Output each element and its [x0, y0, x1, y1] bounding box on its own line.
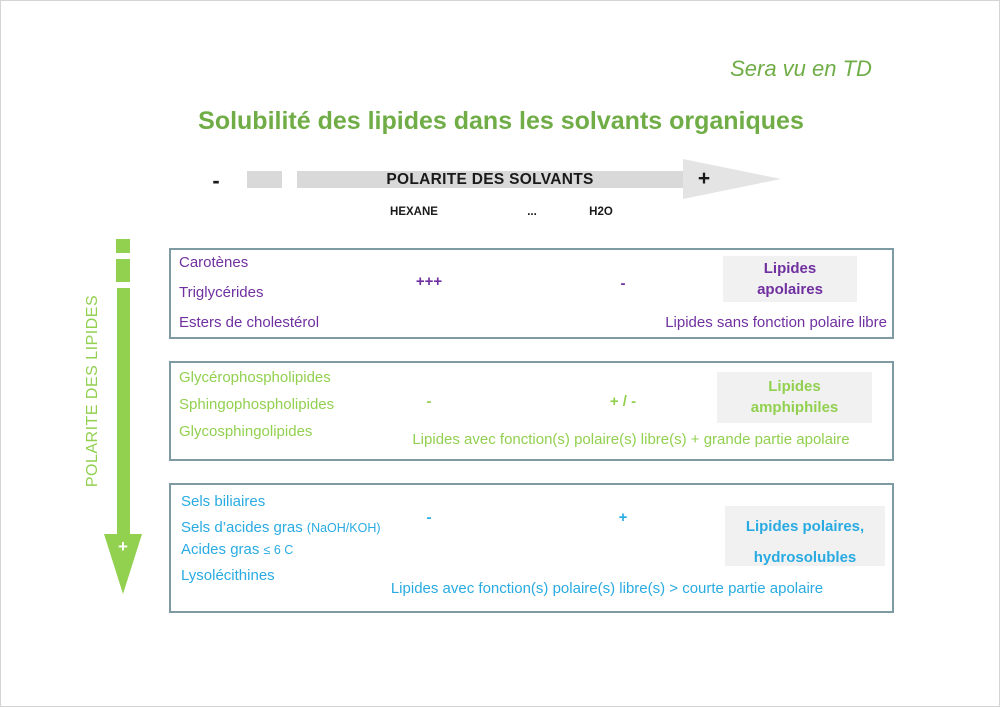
lipid-item-sublabel: ≤ 6 C: [263, 543, 294, 557]
lipid-item-label: Triglycérides: [179, 284, 264, 301]
group-tag-line: hydrosolubles: [753, 549, 857, 566]
lipid-item-label: Carotènes: [179, 254, 249, 271]
lipid-item: [179, 396, 334, 413]
lipid-item-label: Sels biliaires: [181, 493, 266, 510]
group-note-amphiphilic: Lipides avec fonction(s) polaire(s) libre(s) + grande partie apolaire: [412, 431, 850, 448]
lipid-item: [181, 493, 265, 510]
solubility-hexane-value: -: [426, 509, 432, 526]
group-tag-line: amphiphiles: [750, 399, 839, 416]
lipid-item-label: Sphingophospholipides: [179, 396, 335, 413]
lipid-item-label: Lysolécithines: [181, 567, 275, 584]
solvent-polarity-minus-label: -: [212, 168, 220, 193]
lipid-item: [181, 519, 381, 536]
lipid-item: [179, 423, 312, 440]
group-tag-amphiphilic: [717, 372, 872, 423]
group-note-polar: Lipides avec fonction(s) polaire(s) libre(s) > courte partie apolaire: [390, 580, 824, 597]
group-tag-apolar: [723, 256, 857, 302]
solubility-hexane-value: +++: [415, 273, 443, 290]
group-note-apolar: Lipides sans fonction polaire libre: [665, 314, 887, 331]
lipid-item-label: Esters de cholestérol: [179, 314, 320, 331]
lipid-item: [179, 284, 263, 301]
solubility-h2o-value: -: [620, 275, 626, 292]
solubility-hexane-value: -: [426, 393, 432, 410]
solubility-h2o-value: + / -: [609, 393, 637, 410]
lipid-item: [181, 541, 293, 558]
solvent-arrow-dash-icon: [247, 171, 282, 188]
solvent-polarity-plus-label: +: [697, 167, 711, 190]
lipid-item: [179, 369, 331, 386]
lipid-item-sublabel: (NaOH/KOH): [306, 521, 381, 535]
solvent-tick-dots: ...: [527, 206, 537, 218]
lipid-item-label: Glycérophospholipides: [179, 369, 331, 386]
lipid-item-label: Glycosphingolipides: [179, 423, 313, 440]
group-tag-line: Lipides: [763, 260, 817, 277]
solvent-tick-hexane: HEXANE: [390, 206, 438, 218]
group-tag-polar: [725, 506, 885, 566]
annotation-sera-vu-en-td: Sera vu en TD: [730, 56, 872, 81]
lipid-item: [179, 314, 319, 331]
solvent-tick-h2o: H2O: [589, 206, 613, 218]
solubility-h2o-value: +: [618, 509, 628, 526]
solvent-arrow-shaft-icon: [297, 171, 683, 188]
lipid-arrow-dash-icon: [116, 239, 130, 253]
group-tag-line: Lipides polaires,: [745, 518, 865, 535]
lipid-item: [179, 254, 248, 271]
lipid-item-label: Acides gras: [181, 541, 264, 558]
group-tag-line: apolaires: [757, 281, 823, 298]
solvent-axis-label: POLARITE DES SOLVANTS: [386, 170, 594, 188]
lipid-arrow-dash-icon: [116, 259, 130, 282]
group-tag-line: Lipides: [768, 378, 821, 395]
lipid-axis-label: POLARITE DES LIPIDES: [84, 294, 101, 488]
lipid-item: [181, 567, 275, 584]
lipid-item-label: Sels d’acides gras: [181, 519, 307, 536]
slide-title: Solubilité des lipides dans les solvants organiques: [198, 107, 804, 135]
lipid-arrow-shaft-icon: [117, 288, 130, 541]
lipid-polarity-plus-label: +: [118, 537, 128, 556]
